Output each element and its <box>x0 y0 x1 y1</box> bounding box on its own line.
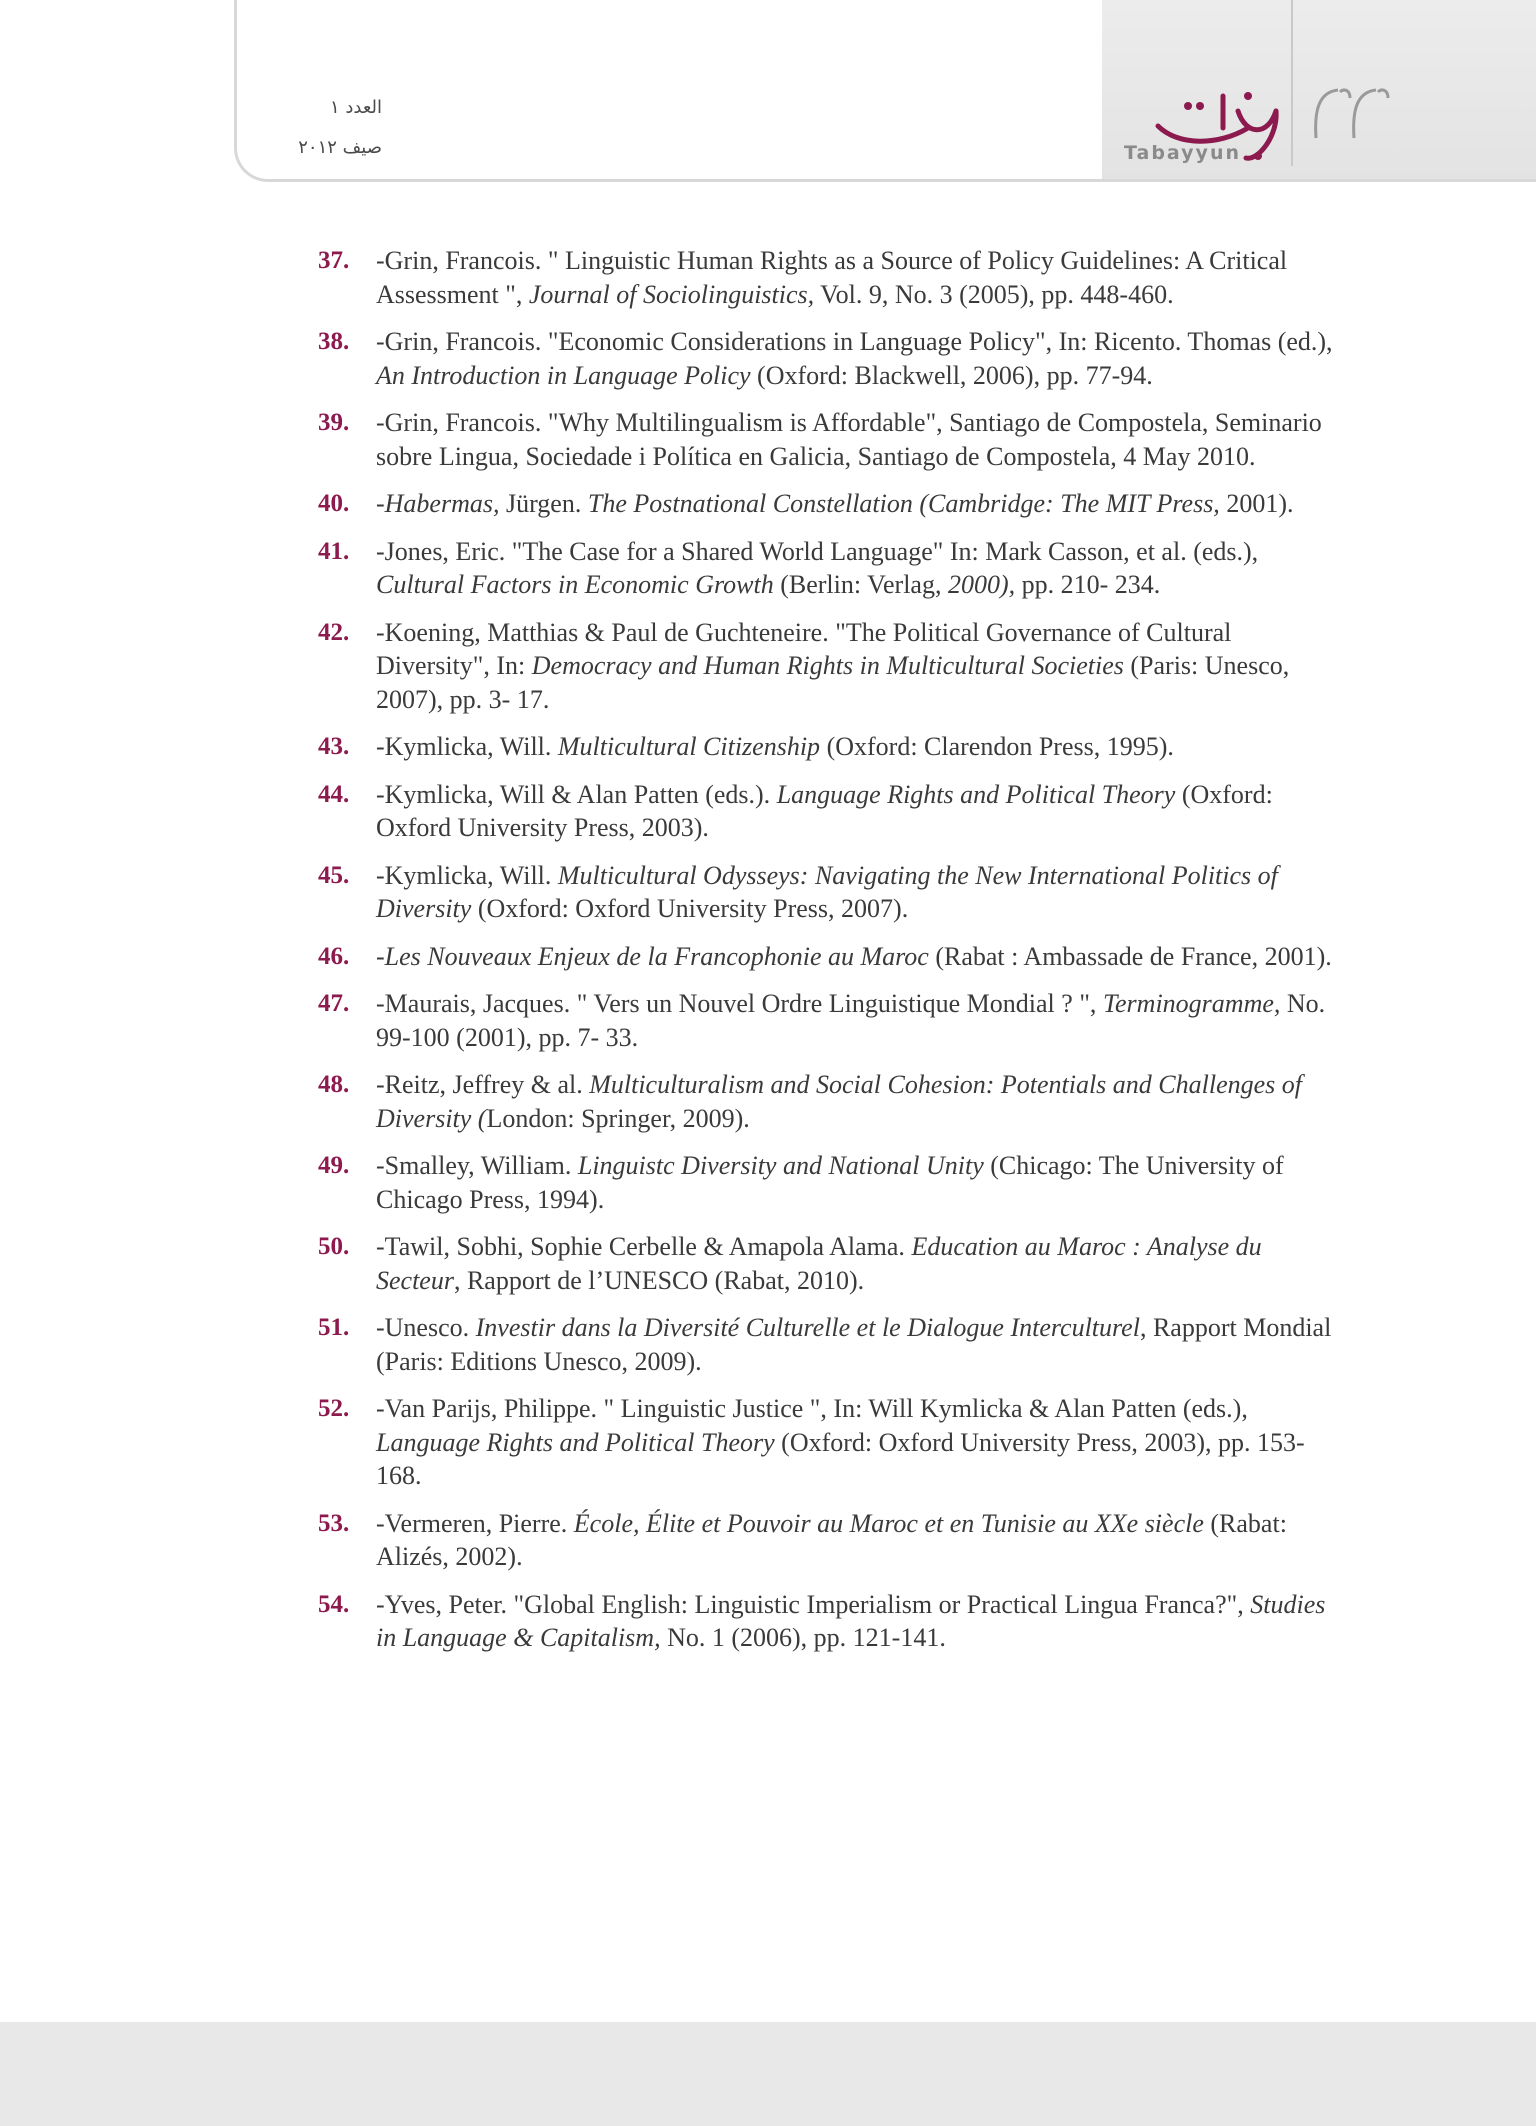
reference-item <box>318 1588 1338 1655</box>
reference-title: Multicultural Citizenship <box>557 732 821 761</box>
reference-title: Democracy and Human Rights in Multicultural Societies <box>531 651 1124 680</box>
reference-text <box>376 616 1338 717</box>
reference-title: École, Élite et Pouvoir au Maroc et en Tunisie au XXe siècle <box>573 1508 1204 1538</box>
reference-number: 39. <box>318 409 350 436</box>
reference-segment: -Unesco. <box>376 1313 476 1342</box>
reference-text <box>376 1507 1338 1574</box>
reference-item <box>318 1149 1338 1216</box>
reference-number: 52. <box>318 1395 350 1422</box>
reference-text <box>376 535 1338 602</box>
reference-number: 51. <box>318 1314 350 1341</box>
reference-segment: -Vermeren, Pierre. <box>376 1508 574 1538</box>
reference-item <box>318 859 1338 926</box>
reference-segment: No. 1 (2006), pp. 121-141. <box>660 1623 946 1652</box>
reference-title: Cultural Factors in Economic Growth <box>376 570 774 599</box>
reference-item <box>318 325 1338 392</box>
issue-label: العدد ١ <box>329 97 382 118</box>
reference-title: Terminogramme, <box>1102 989 1281 1018</box>
reference-segment: -Kymlicka, Will. <box>376 732 558 761</box>
logo-text: Tabayyun <box>1124 142 1241 164</box>
reference-segment: -Kymlicka, Will. <box>376 860 558 890</box>
reference-segment: -Reitz, Jeffrey & al. <box>376 1070 590 1099</box>
reference-number: 42. <box>318 618 350 646</box>
reference-segment: -Koening, Matthias & Paul de Guchteneire. "The Political Governance of Cultural Diversity", In: <box>376 617 1232 680</box>
reference-segment: London: Springer, 2009). <box>486 1103 750 1133</box>
reference-title: -Les Nouveaux Enjeux de la Francophonie au Maroc <box>376 941 929 971</box>
reference-number: 54. <box>318 1590 350 1618</box>
reference-segment: -Grin, Francois. "Economic Considerations in Language Policy", In: Ricento. Thomas (ed.), <box>376 327 1333 356</box>
reference-item <box>318 535 1338 602</box>
reference-title: Journal of Sociolinguistics, <box>528 279 815 309</box>
reference-number: 46. <box>318 942 350 970</box>
reference-text <box>376 1392 1338 1493</box>
page-number <box>1310 78 1390 146</box>
reference-text <box>376 1230 1338 1297</box>
reference-text <box>376 325 1338 392</box>
reference-segment: -Yves, Peter. "Global English: Linguistic Imperialism or Practical Lingua Franca?", <box>376 1589 1251 1619</box>
reference-segment: (Oxford: Oxford University Press, 2003), pp. 153-168. <box>376 1427 1305 1490</box>
reference-segment: -Van Parijs, Philippe. " Linguistic Justice ", In: Will Kymlicka & Alan Patten (eds.), <box>376 1394 1248 1423</box>
reference-number: 48. <box>318 1071 350 1098</box>
reference-item <box>318 1507 1338 1574</box>
reference-number: 40. <box>318 490 350 517</box>
reference-text <box>376 244 1338 311</box>
reference-text <box>376 778 1338 845</box>
reference-item <box>318 406 1338 473</box>
reference-title: Multicultural Odysseys: Navigating the New International Politics of Diversity <box>376 860 1278 923</box>
reference-segment: -Grin, Francois. "Why Multilingualism is Affordable", Santiago de Compostela, Seminario sobre Lingua, Sociedade i Política en Galicia, Santiago de Compostela, 4 May 2010. <box>376 408 1322 471</box>
reference-segment: (Oxford: Blackwell, 2006), pp. 77-94. <box>750 360 1153 390</box>
reference-number: 49. <box>318 1152 350 1179</box>
reference-item <box>318 1311 1338 1378</box>
reference-number: 53. <box>318 1509 350 1537</box>
reference-segment: -Tawil, Sobhi, Sophie Cerbelle & Amapola Alama. <box>376 1232 912 1261</box>
reference-item <box>318 244 1338 311</box>
reference-item <box>318 616 1338 717</box>
footer-band <box>0 2022 1536 2126</box>
reference-segment: pp. 210- 234. <box>1015 570 1161 599</box>
reference-title: The Postnational Constellation (Cambridge: The MIT Press, <box>587 489 1220 518</box>
issue-info <box>272 88 382 168</box>
reference-text <box>376 859 1338 926</box>
reference-number: 50. <box>318 1233 350 1260</box>
reference-number: 37. <box>318 247 350 274</box>
reference-segment: (Oxford: Oxford University Press, 2007). <box>471 894 909 923</box>
reference-text <box>376 1149 1338 1216</box>
reference-text <box>376 730 1338 764</box>
reference-segment: -Jones, Eric. "The Case for a Shared World Language" In: Mark Casson, et al. (eds.), <box>376 536 1259 566</box>
reference-title: Linguistc Diversity and National Unity <box>577 1151 984 1180</box>
reference-number: 47. <box>318 990 350 1017</box>
reference-segment: -Smalley, William. <box>376 1151 578 1180</box>
reference-item <box>318 940 1338 974</box>
reference-text <box>376 1068 1338 1135</box>
reference-item <box>318 1392 1338 1493</box>
reference-segment: -Grin, Francois. " Linguistic Human Rights as a Source of Policy Guidelines: A Critical Assessment ", <box>376 246 1288 309</box>
reference-item <box>318 778 1338 845</box>
reference-title: An Introduction in Language Policy <box>376 360 751 390</box>
reference-list <box>318 244 1338 1669</box>
reference-segment: Vol. 9, No. 3 (2005), pp. 448-460. <box>814 279 1174 309</box>
reference-text <box>376 487 1338 521</box>
season-label: صيف ٢٠١٢ <box>298 137 382 158</box>
reference-text <box>376 406 1338 473</box>
reference-text <box>376 987 1338 1054</box>
reference-text <box>376 1588 1338 1655</box>
reference-number: 38. <box>318 328 350 355</box>
reference-segment: -Maurais, Jacques. " Vers un Nouvel Ordre Linguistique Mondial ? ", <box>376 989 1103 1018</box>
reference-item <box>318 987 1338 1054</box>
reference-text <box>376 940 1338 974</box>
reference-segment: (Rabat: Alizés, 2002). <box>376 1508 1287 1571</box>
reference-text <box>376 1311 1338 1378</box>
reference-item <box>318 730 1338 764</box>
reference-segment: -Kymlicka, Will & Alan Patten (eds.). <box>376 779 777 809</box>
reference-number: 45. <box>318 861 350 889</box>
reference-number: 43. <box>318 733 350 760</box>
reference-title: Language Rights and Political Theory <box>376 1427 775 1457</box>
reference-number: 44. <box>318 780 350 808</box>
reference-item <box>318 1068 1338 1135</box>
reference-segment: No. 99-100 (2001), pp. 7- 33. <box>376 989 1326 1052</box>
reference-title: Language Rights and Political Theory <box>776 779 1176 809</box>
reference-title: Multiculturalism and Social Cohesion: Potentials and Challenges of Diversity ( <box>376 1070 1303 1133</box>
reference-title: Education au Maroc : Analyse du Secteur <box>376 1232 1262 1295</box>
reference-segment: 2001). <box>1219 489 1294 518</box>
reference-segment: (Berlin: Verlag, <box>773 570 948 599</box>
reference-segment: , Rapport de l’UNESCO (Rabat, 2010). <box>453 1265 865 1295</box>
reference-segment: Jürgen. <box>499 489 588 518</box>
reference-segment: (Oxford: Clarendon Press, 1995). <box>820 732 1174 761</box>
header-divider <box>1291 0 1293 166</box>
reference-segment: (Paris: Unesco, 2007), pp. 3- 17. <box>376 651 1290 714</box>
reference-title: Studies in Language & Capitalism, <box>376 1589 1326 1652</box>
reference-item <box>318 487 1338 521</box>
reference-segment: (Rabat : Ambassade de France, 2001). <box>928 941 1332 971</box>
reference-segment: , Rapport Mondial (Paris: Editions Unesco, 2009). <box>376 1313 1332 1376</box>
reference-segment: (Chicago: The University of Chicago Press, 1994). <box>376 1151 1284 1214</box>
reference-segment: (Oxford: Oxford University Press, 2003). <box>376 779 1273 842</box>
reference-title: Investir dans la Diversité Culturelle et le Dialogue Interculturel <box>475 1313 1140 1342</box>
reference-item <box>318 1230 1338 1297</box>
reference-title: -Habermas, <box>376 489 500 518</box>
reference-number: 41. <box>318 537 350 565</box>
page-number-label: ٦٢ <box>1310 78 1312 79</box>
reference-title: 2000), <box>947 570 1016 599</box>
